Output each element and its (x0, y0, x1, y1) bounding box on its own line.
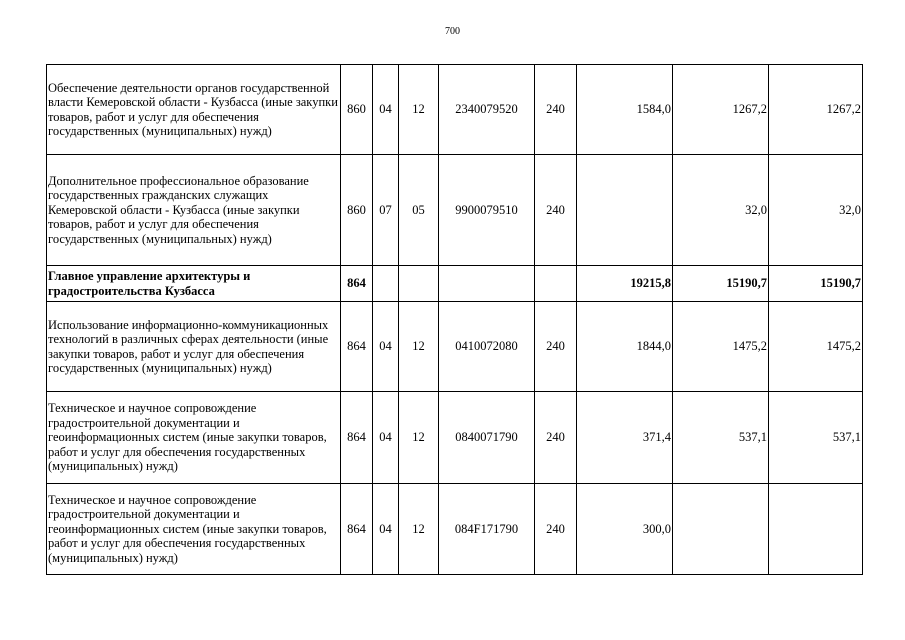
table-row (47, 302, 863, 392)
row-name: Использование информационно-коммуникационных технологий в различных сферах деятельности (иные закупки товаров, работ и услуг для обеспечения государственных (муниципальных) нужд) (47, 302, 341, 392)
row-csr: 2340079520 (439, 65, 535, 155)
row-name: Главное управление архитектуры и градостроительства Кузбасса (47, 266, 341, 302)
row-pr: 12 (399, 302, 439, 392)
row-sum3: 15190,7 (769, 266, 863, 302)
row-sum1: 1844,0 (577, 302, 673, 392)
budget-table (46, 64, 863, 575)
row-vr: 240 (535, 65, 577, 155)
row-ved: 860 (341, 65, 373, 155)
page-number: 700 (445, 26, 460, 37)
row-csr (439, 266, 535, 302)
row-sum1: 300,0 (577, 484, 673, 575)
row-ved: 864 (341, 484, 373, 575)
row-sum2 (673, 484, 769, 575)
row-csr: 0840071790 (439, 392, 535, 484)
row-sum2: 1475,2 (673, 302, 769, 392)
row-vr: 240 (535, 392, 577, 484)
row-rz: 04 (373, 484, 399, 575)
row-name: Дополнительное профессиональное образование государственных гражданских служащих Кемеровской области - Кузбасса (иные закупки товаров, работ и услуг для обеспечения государственных (муниципальных) нужд) (47, 155, 341, 266)
row-sum2: 15190,7 (673, 266, 769, 302)
row-csr: 0410072080 (439, 302, 535, 392)
row-ved: 860 (341, 155, 373, 266)
row-pr: 12 (399, 392, 439, 484)
row-sum2: 32,0 (673, 155, 769, 266)
row-csr: 084F171790 (439, 484, 535, 575)
row-rz: 04 (373, 65, 399, 155)
row-ved: 864 (341, 266, 373, 302)
row-pr (399, 266, 439, 302)
row-sum3: 32,0 (769, 155, 863, 266)
table-row (47, 65, 863, 155)
row-sum3: 1475,2 (769, 302, 863, 392)
row-sum1: 1584,0 (577, 65, 673, 155)
row-name: Техническое и научное сопровождение градостроительной документации и геоинформационных систем (иные закупки товаров, работ и услуг для обеспечения государственных (муниципальных) нужд) (47, 484, 341, 575)
row-name: Техническое и научное сопровождение градостроительной документации и геоинформационных систем (иные закупки товаров, работ и услуг для обеспечения государственных (муниципальных) нужд) (47, 392, 341, 484)
row-sum3: 1267,2 (769, 65, 863, 155)
row-sum2: 1267,2 (673, 65, 769, 155)
row-vr: 240 (535, 484, 577, 575)
row-csr: 9900079510 (439, 155, 535, 266)
table-row (47, 392, 863, 484)
row-ved: 864 (341, 302, 373, 392)
row-sum1: 19215,8 (577, 266, 673, 302)
row-pr: 12 (399, 484, 439, 575)
table-row-section (47, 266, 863, 302)
row-rz: 04 (373, 392, 399, 484)
row-sum3 (769, 484, 863, 575)
row-vr: 240 (535, 302, 577, 392)
row-sum1: 371,4 (577, 392, 673, 484)
row-sum1 (577, 155, 673, 266)
row-rz: 07 (373, 155, 399, 266)
row-sum2: 537,1 (673, 392, 769, 484)
row-rz: 04 (373, 302, 399, 392)
row-sum3: 537,1 (769, 392, 863, 484)
row-pr: 12 (399, 65, 439, 155)
row-vr (535, 266, 577, 302)
table-row (47, 155, 863, 266)
row-rz (373, 266, 399, 302)
row-vr: 240 (535, 155, 577, 266)
table-row (47, 484, 863, 575)
row-ved: 864 (341, 392, 373, 484)
row-pr: 05 (399, 155, 439, 266)
row-name: Обеспечение деятельности органов государственной власти Кемеровской области - Кузбасса (иные закупки товаров, работ и услуг для обеспечения государственных (муниципальных) нужд) (47, 65, 341, 155)
